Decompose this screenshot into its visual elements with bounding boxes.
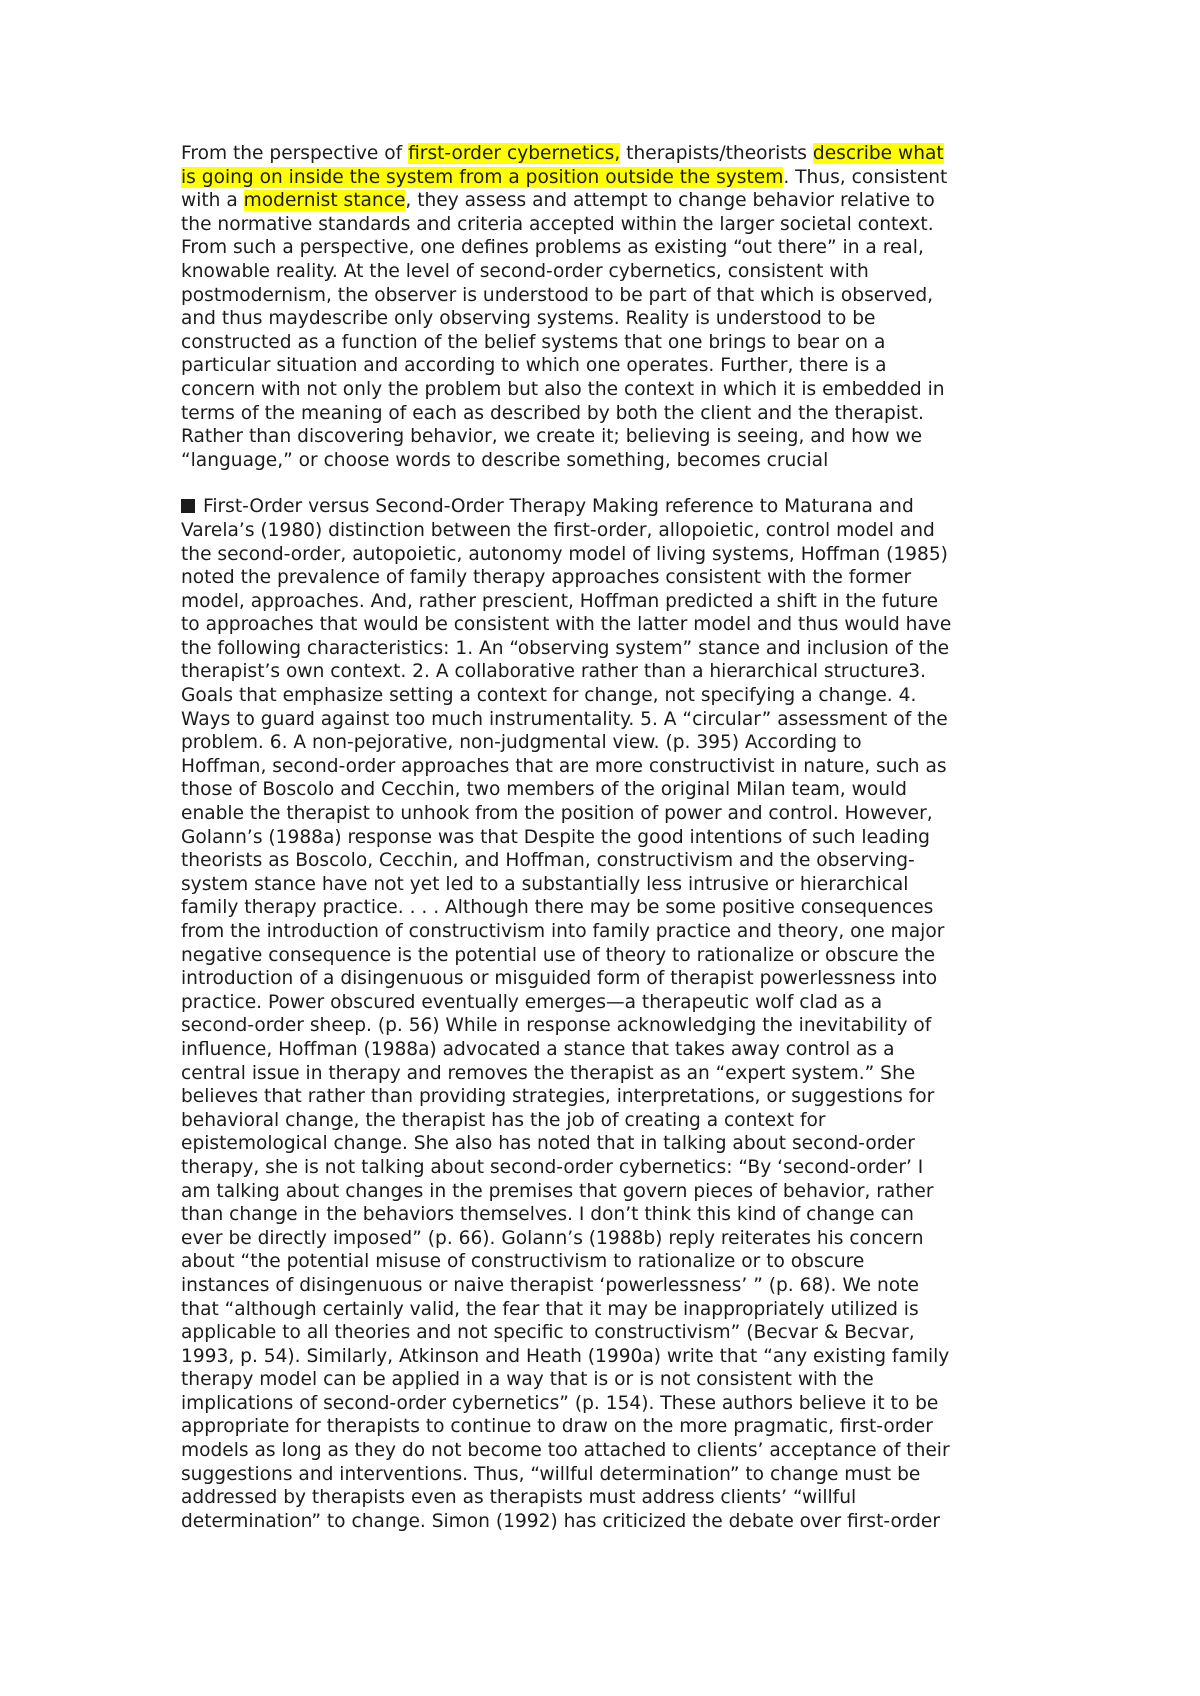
text-line	[181, 449, 1031, 473]
text-line	[181, 1415, 1031, 1439]
text-run: . Thus, consistent	[783, 166, 948, 188]
text-run: From the perspective of	[181, 143, 409, 164]
text-run: , they assess and attempt to change behavior relative to	[405, 190, 935, 212]
text-line	[181, 1298, 1031, 1322]
document-page	[181, 142, 1031, 1533]
text-run: postmodernism, the observer is understood to be part of that which is observed,	[181, 284, 934, 306]
text-line	[181, 613, 1031, 637]
text-run: system stance have not yet led to a substantially less intrusive or hierarchical	[181, 873, 909, 895]
text-line	[181, 307, 1031, 331]
text-run: theorists as Boscolo, Cecchin, and Hoffman, constructivism and the observing-	[181, 850, 915, 872]
text-run: the normative standards and criteria accepted within the larger societal context.	[181, 213, 934, 235]
text-run: ever be directly imposed” (p. 66). Golann’s (1988b) reply reiterates his concern	[181, 1227, 924, 1249]
text-line	[181, 873, 1031, 897]
text-line	[181, 1486, 1031, 1510]
text-line	[181, 495, 1031, 519]
text-line	[181, 284, 1031, 308]
text-line	[181, 826, 1031, 850]
text-line	[181, 590, 1031, 614]
text-run: models as long as they do not become too attached to clients’ acceptance of their	[181, 1440, 950, 1462]
text-run: second-order sheep. (p. 56) While in response acknowledging the inevitability of	[181, 1015, 932, 1037]
text-line	[181, 166, 1031, 190]
text-run: therapists/theorists	[620, 143, 813, 164]
text-run: influence, Hoffman (1988a) advocated a stance that takes away control as a	[181, 1038, 895, 1060]
text-line	[181, 967, 1031, 991]
text-run: concern with not only the problem but also the context in which it is embedded in	[181, 378, 945, 400]
text-run: noted the prevalence of family therapy approaches consistent with the former	[181, 567, 912, 589]
text-line	[181, 566, 1031, 590]
text-line	[181, 354, 1031, 378]
text-run: the following characteristics: 1. An “observing system” stance and inclusion of the	[181, 637, 950, 659]
text-run: problem. 6. A non-pejorative, non-judgmental view. (p. 395) According to	[181, 732, 862, 754]
text-run: believes that rather than providing strategies, interpretations, or suggestions for	[181, 1086, 935, 1108]
text-run: Goals that emphasize setting a context for change, not specifying a change. 4.	[181, 685, 917, 707]
text-run: From such a perspective, one defines problems as existing “out there” in a real,	[181, 237, 924, 259]
text-run: from the introduction of constructivism into family practice and theory, one major	[181, 921, 945, 942]
paragraph-first-vs-second-order	[181, 495, 1031, 1533]
text-run: Rather than discovering behavior, we create it; believing is seeing, and how we	[181, 426, 923, 448]
text-line	[181, 708, 1031, 732]
text-line	[181, 213, 1031, 237]
text-run: Ways to guard against too much instrumentality. 5. A “circular” assessment of the	[181, 708, 948, 730]
text-run: therapy model can be applied in a way that is or is not consistent with the	[181, 1369, 874, 1391]
text-line	[181, 802, 1031, 826]
text-run: about “the potential misuse of constructivism to rationalize or to obscure	[181, 1251, 865, 1273]
text-line	[181, 331, 1031, 355]
text-run: therapist’s own context. 2. A collaborative rather than a hierarchical structure3.	[181, 661, 927, 683]
text-run: practice. Power obscured eventually emerges—a therapeutic wolf clad as a	[181, 991, 883, 1013]
text-line	[181, 1085, 1031, 1109]
text-line	[181, 1439, 1031, 1463]
text-run: applicable to all theories and not specific to constructivism” (Becvar & Becvar,	[181, 1322, 915, 1344]
text-run: implications of second-order cybernetics” (p. 154). These authors believe it to be	[181, 1392, 939, 1414]
text-line	[181, 755, 1031, 779]
text-run: the second-order, autopoietic, autonomy model of living systems, Hoffman (1985)	[181, 543, 948, 565]
text-run: enable the therapist to unhook from the position of power and control. However,	[181, 803, 933, 825]
text-run: constructed as a function of the belief systems that one brings to bear on a	[181, 331, 886, 353]
text-line	[181, 378, 1031, 402]
text-run: “language,” or choose words to describe something, becomes crucial	[181, 449, 829, 471]
text-line	[181, 425, 1031, 449]
text-line	[181, 543, 1031, 567]
text-line	[181, 1156, 1031, 1180]
text-run: model, approaches. And, rather prescient, Hoffman predicted a shift in the future	[181, 590, 939, 612]
text-line	[181, 991, 1031, 1015]
text-line	[181, 849, 1031, 873]
text-line	[181, 519, 1031, 543]
text-run: with a	[181, 190, 244, 212]
text-line	[181, 778, 1031, 802]
highlighted-text: modernist stance	[243, 190, 406, 212]
text-line	[181, 260, 1031, 284]
text-line	[181, 660, 1031, 684]
text-line	[181, 189, 1031, 213]
text-run: Golann’s (1988a) response was that Despite the good intentions of such leading	[181, 826, 930, 848]
text-line	[181, 1132, 1031, 1156]
text-line	[181, 896, 1031, 920]
text-line	[181, 920, 1031, 944]
black-square-bullet-icon	[181, 499, 195, 513]
text-line	[181, 236, 1031, 260]
text-line	[181, 1463, 1031, 1487]
text-line	[181, 1180, 1031, 1204]
text-line	[181, 1368, 1031, 1392]
text-line	[181, 944, 1031, 968]
paragraph-cybernetics	[181, 142, 1031, 472]
text-line	[181, 1062, 1031, 1086]
text-run: determination” to change. Simon (1992) has criticized the debate over first-order	[181, 1510, 941, 1532]
text-line	[181, 1321, 1031, 1345]
text-line	[181, 731, 1031, 755]
text-line	[181, 1109, 1031, 1133]
text-run: instances of disingenuous or naive therapist ‘powerlessness’ ” (p. 68). We note	[181, 1274, 919, 1296]
text-run: Varela’s (1980) distinction between the first-order, allopoietic, control model and	[181, 519, 935, 541]
text-line	[181, 684, 1031, 708]
text-run: First-Order versus Second-Order Therapy Making reference to Maturana and	[203, 496, 914, 518]
text-line	[181, 1227, 1031, 1251]
text-run: family therapy practice. . . . Although there may be some positive consequences	[181, 897, 934, 919]
text-run: Hoffman, second-order approaches that are more constructivist in nature, such as	[181, 755, 947, 777]
highlighted-text: describe what	[812, 143, 944, 164]
text-run: and thus maydescribe only observing systems. Reality is understood to be	[181, 308, 876, 330]
text-run: suggestions and interventions. Thus, “willful determination” to change must be	[181, 1463, 921, 1485]
text-run: therapy, she is not talking about second-order cybernetics: “By ‘second-order’ I	[181, 1156, 924, 1178]
text-run: 1993, p. 54). Similarly, Atkinson and Heath (1990a) write that “any existing family	[181, 1345, 950, 1367]
text-run: am talking about changes in the premises that govern pieces of behavior, rather	[181, 1180, 934, 1202]
text-line	[181, 637, 1031, 661]
text-line	[181, 142, 1031, 166]
text-run: knowable reality. At the level of second-order cybernetics, consistent with	[181, 260, 869, 282]
text-run: introduction of a disingenuous or misguided form of therapist powerlessness into	[181, 968, 938, 990]
text-line	[181, 1250, 1031, 1274]
text-run: behavioral change, the therapist has the job of creating a context for	[181, 1109, 826, 1131]
text-run: than change in the behaviors themselves. I don’t think this kind of change can	[181, 1204, 914, 1226]
text-run: particular situation and according to which one operates. Further, there is a	[181, 355, 887, 377]
highlighted-text: first-order cybernetics,	[408, 143, 621, 164]
text-line	[181, 1038, 1031, 1062]
text-run: that “although certainly valid, the fear that it may be inappropriately utilized is	[181, 1298, 919, 1320]
text-run: epistemological change. She also has noted that in talking about second-order	[181, 1133, 915, 1155]
text-line	[181, 1274, 1031, 1298]
text-line	[181, 402, 1031, 426]
text-run: central issue in therapy and removes the therapist as an “expert system.” She	[181, 1062, 916, 1084]
text-run: appropriate for therapists to continue to draw on the more pragmatic, first-order	[181, 1416, 933, 1438]
text-line	[181, 1203, 1031, 1227]
text-line	[181, 1014, 1031, 1038]
text-run: terms of the meaning of each as described by both the client and the therapist.	[181, 402, 924, 424]
text-run: addressed by therapists even as therapists must address clients’ “willful	[181, 1487, 857, 1509]
text-line	[181, 1392, 1031, 1416]
highlighted-text: is going on inside the system from a position outside the system	[181, 166, 784, 188]
text-run: to approaches that would be consistent with the latter model and thus would have	[181, 614, 952, 636]
text-line	[181, 1345, 1031, 1369]
text-run: those of Boscolo and Cecchin, two members of the original Milan team, would	[181, 779, 907, 801]
text-line	[181, 1510, 1031, 1534]
text-run: negative consequence is the potential use of theory to rationalize or obscure the	[181, 944, 936, 966]
